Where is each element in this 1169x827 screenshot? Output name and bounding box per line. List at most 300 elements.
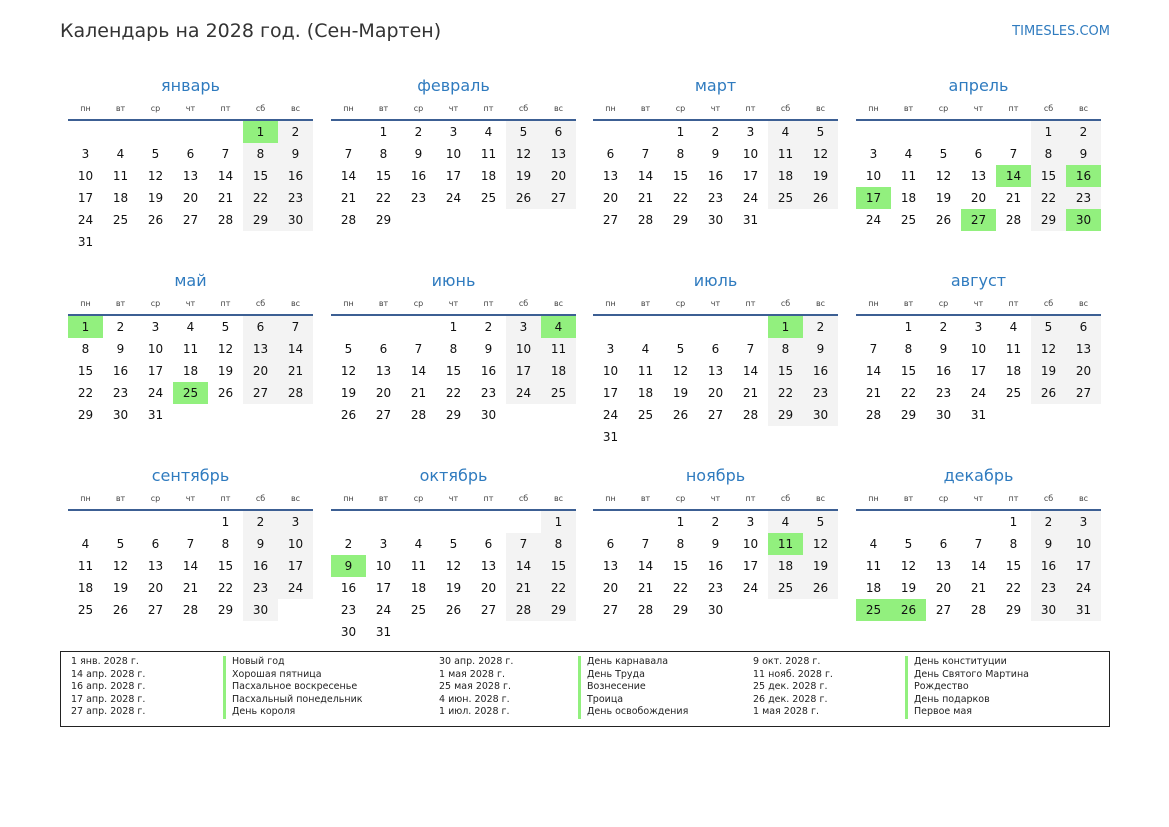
day-cell: 13 <box>935 559 952 573</box>
weekday-label: ср <box>150 104 161 113</box>
weekday-label: вт <box>378 104 389 113</box>
legend-date: 1 янв. 2028 г. <box>71 656 139 667</box>
day-cell: 4 <box>81 537 90 551</box>
weekday-label: вт <box>640 494 651 503</box>
day-cell: 6 <box>379 342 388 356</box>
day-cell: 31 <box>970 408 987 422</box>
day-cell: 28 <box>1005 213 1022 227</box>
day-cell: 7 <box>186 537 195 551</box>
day-cell: 4 <box>414 537 423 551</box>
legend-date: 25 дек. 2028 г. <box>753 681 828 693</box>
day-cell: 29 <box>1005 603 1022 617</box>
day-cell: 7 <box>414 342 423 356</box>
weekday-label: пт <box>220 494 231 503</box>
month-divider <box>331 509 576 511</box>
day-cell: 31 <box>375 625 392 639</box>
day-cell: 6 <box>711 342 720 356</box>
day-cell: 28 <box>515 603 532 617</box>
day-cell: 8 <box>256 147 265 161</box>
day-cell: 8 <box>781 342 790 356</box>
day-cell: 29 <box>1040 213 1057 227</box>
day-cell: 23 <box>707 191 724 205</box>
weekday-label: вт <box>903 104 914 113</box>
day-cell: 18 <box>480 169 497 183</box>
day-cell: 17 <box>742 169 759 183</box>
weekday-label: вт <box>115 494 126 503</box>
day-cell: 8 <box>81 342 90 356</box>
day-cell: 4 <box>116 147 125 161</box>
day-cell: 29 <box>445 408 462 422</box>
day-cell: 9 <box>414 147 423 161</box>
day-cell: 26 <box>445 603 462 617</box>
legend-date: 27 апр. 2028 г. <box>71 706 146 718</box>
day-cell: 5 <box>816 125 825 139</box>
day-cell: 11 <box>865 559 882 573</box>
day-cell: 26 <box>935 213 952 227</box>
holiday-day-cell: 30 <box>1066 209 1101 231</box>
day-cell: 9 <box>256 537 265 551</box>
day-cell: 1 <box>904 320 913 334</box>
day-cell: 9 <box>816 342 825 356</box>
holiday-day-cell: 17 <box>856 187 891 209</box>
day-cell: 7 <box>641 537 650 551</box>
day-cell: 19 <box>217 364 234 378</box>
day-cell: 28 <box>410 408 427 422</box>
day-cell: 2 <box>344 537 353 551</box>
day-cell: 16 <box>812 364 829 378</box>
day-cell: 19 <box>900 581 917 595</box>
day-cell: 26 <box>147 213 164 227</box>
day-cell: 20 <box>252 364 269 378</box>
day-cell: 29 <box>217 603 234 617</box>
weekday-label: пн <box>868 104 879 113</box>
day-cell: 14 <box>865 364 882 378</box>
day-cell: 12 <box>1040 342 1057 356</box>
legend-names <box>905 656 1029 719</box>
weekday-label: чт <box>448 104 459 113</box>
weekday-label: чт <box>185 494 196 503</box>
day-cell: 8 <box>676 537 685 551</box>
day-cell: 13 <box>480 559 497 573</box>
weekday-label: сб <box>255 104 266 113</box>
day-cell: 12 <box>812 537 829 551</box>
day-cell: 3 <box>81 147 90 161</box>
day-cell: 15 <box>375 169 392 183</box>
day-cell: 5 <box>116 537 125 551</box>
day-cell: 16 <box>1040 559 1057 573</box>
day-cell: 18 <box>112 191 129 205</box>
day-cell: 29 <box>375 213 392 227</box>
day-cell: 16 <box>112 364 129 378</box>
day-cell: 2 <box>116 320 125 334</box>
day-cell: 2 <box>484 320 493 334</box>
day-cell: 30 <box>935 408 952 422</box>
day-cell: 26 <box>340 408 357 422</box>
weekday-label: чт <box>973 299 984 308</box>
weekday-label: сб <box>518 104 529 113</box>
weekday-label: сб <box>255 299 266 308</box>
legend-date: 16 апр. 2028 г. <box>71 681 146 693</box>
weekday-label: ср <box>150 494 161 503</box>
day-cell: 17 <box>515 364 532 378</box>
day-cell: 22 <box>445 386 462 400</box>
day-cell: 9 <box>711 147 720 161</box>
day-cell: 5 <box>151 147 160 161</box>
weekday-label: вт <box>115 104 126 113</box>
day-cell: 16 <box>410 169 427 183</box>
day-cell: 29 <box>777 408 794 422</box>
legend-date: 1 июл. 2028 г. <box>439 706 510 718</box>
day-cell: 15 <box>672 559 689 573</box>
day-cell: 26 <box>812 191 829 205</box>
day-cell: 28 <box>217 213 234 227</box>
holiday-day-cell: 25 <box>173 382 208 404</box>
day-cell: 22 <box>252 191 269 205</box>
day-cell: 26 <box>515 191 532 205</box>
legend-names <box>578 656 688 719</box>
day-cell: 12 <box>217 342 234 356</box>
legend-holiday-name: Троица <box>587 693 624 705</box>
weekday-label: вс <box>290 299 301 308</box>
day-cell: 10 <box>515 342 532 356</box>
day-cell: 18 <box>550 364 567 378</box>
weekday-label: вс <box>1078 494 1089 503</box>
day-cell: 22 <box>217 581 234 595</box>
day-cell: 15 <box>1005 559 1022 573</box>
day-cell: 3 <box>1079 515 1088 529</box>
day-cell: 14 <box>742 364 759 378</box>
weekday-label: вт <box>378 494 389 503</box>
day-cell: 13 <box>707 364 724 378</box>
day-cell: 7 <box>869 342 878 356</box>
day-cell: 12 <box>672 364 689 378</box>
day-cell: 30 <box>287 213 304 227</box>
day-cell: 13 <box>147 559 164 573</box>
day-cell: 24 <box>742 581 759 595</box>
day-cell: 29 <box>900 408 917 422</box>
legend-holiday-name: День короля <box>232 706 296 718</box>
legend-dates <box>71 656 145 719</box>
day-cell: 12 <box>445 559 462 573</box>
legend-holiday-name: Новый год <box>232 656 285 667</box>
day-cell: 26 <box>112 603 129 617</box>
day-cell: 1 <box>221 515 230 529</box>
day-cell: 9 <box>711 537 720 551</box>
day-cell: 28 <box>970 603 987 617</box>
day-cell: 19 <box>340 386 357 400</box>
holiday-day-cell: 1 <box>68 316 103 338</box>
day-cell: 2 <box>414 125 423 139</box>
weekday-label: пт <box>745 299 756 308</box>
weekday-label: ср <box>675 104 686 113</box>
day-cell: 15 <box>900 364 917 378</box>
day-cell: 6 <box>1079 320 1088 334</box>
day-cell: 26 <box>217 386 234 400</box>
day-cell: 18 <box>77 581 94 595</box>
day-cell: 3 <box>151 320 160 334</box>
day-cell: 8 <box>449 342 458 356</box>
day-cell: 1 <box>676 515 685 529</box>
day-cell: 31 <box>602 430 619 444</box>
day-cell: 19 <box>935 191 952 205</box>
day-cell: 9 <box>1079 147 1088 161</box>
day-cell: 4 <box>904 147 913 161</box>
weekday-label: сб <box>1043 104 1054 113</box>
legend-holiday-name: День конституции <box>914 656 1007 667</box>
day-cell: 14 <box>287 342 304 356</box>
day-cell: 21 <box>410 386 427 400</box>
day-cell: 3 <box>746 515 755 529</box>
weekday-label: пт <box>483 494 494 503</box>
day-cell: 7 <box>746 342 755 356</box>
day-cell: 20 <box>602 191 619 205</box>
day-cell: 10 <box>287 537 304 551</box>
day-cell: 21 <box>515 581 532 595</box>
day-cell: 5 <box>939 147 948 161</box>
day-cell: 9 <box>291 147 300 161</box>
weekday-label: пт <box>220 104 231 113</box>
day-cell: 8 <box>1009 537 1018 551</box>
weekday-label: сб <box>518 494 529 503</box>
day-cell: 14 <box>182 559 199 573</box>
day-cell: 31 <box>1075 603 1092 617</box>
day-cell: 19 <box>445 581 462 595</box>
holiday-day-cell: 1 <box>243 121 278 143</box>
day-cell: 21 <box>287 364 304 378</box>
day-cell: 23 <box>480 386 497 400</box>
day-cell: 18 <box>777 169 794 183</box>
day-cell: 24 <box>970 386 987 400</box>
day-cell: 18 <box>410 581 427 595</box>
day-cell: 26 <box>1040 386 1057 400</box>
day-cell: 20 <box>935 581 952 595</box>
day-cell: 2 <box>939 320 948 334</box>
day-cell: 13 <box>182 169 199 183</box>
legend-date: 17 апр. 2028 г. <box>71 693 146 705</box>
day-cell: 22 <box>1040 191 1057 205</box>
day-cell: 17 <box>147 364 164 378</box>
legend-date: 1 мая 2028 г. <box>439 668 505 680</box>
day-cell: 5 <box>221 320 230 334</box>
day-cell: 27 <box>707 408 724 422</box>
day-cell: 30 <box>707 603 724 617</box>
site-link[interactable]: TIMESLES.COM <box>1012 24 1110 39</box>
day-cell: 21 <box>742 386 759 400</box>
day-cell: 19 <box>147 191 164 205</box>
day-cell: 20 <box>1075 364 1092 378</box>
holiday-legend <box>60 651 1110 727</box>
day-cell: 28 <box>182 603 199 617</box>
day-cell: 10 <box>865 169 882 183</box>
weekday-label: пт <box>220 299 231 308</box>
day-cell: 15 <box>550 559 567 573</box>
day-cell: 6 <box>606 147 615 161</box>
day-cell: 4 <box>1009 320 1018 334</box>
day-cell: 11 <box>900 169 917 183</box>
day-cell: 16 <box>340 581 357 595</box>
legend-holiday-name: Пасхальное воскресенье <box>232 681 358 693</box>
day-cell: 21 <box>970 581 987 595</box>
weekday-label: вс <box>553 104 564 113</box>
day-cell: 3 <box>746 125 755 139</box>
day-cell: 25 <box>1005 386 1022 400</box>
day-cell: 21 <box>1005 191 1022 205</box>
weekday-label: вт <box>903 299 914 308</box>
day-cell: 15 <box>672 169 689 183</box>
legend-holiday-name: Первое мая <box>914 706 972 718</box>
day-cell: 11 <box>112 169 129 183</box>
day-cell: 28 <box>340 213 357 227</box>
weekday-label: ср <box>675 299 686 308</box>
legend-dates <box>439 656 513 719</box>
legend-date: 1 мая 2028 г. <box>753 706 819 718</box>
weekday-label: сб <box>1043 494 1054 503</box>
day-cell: 3 <box>869 147 878 161</box>
day-cell: 25 <box>550 386 567 400</box>
day-cell: 10 <box>602 364 619 378</box>
day-cell: 25 <box>77 603 94 617</box>
day-cell: 25 <box>112 213 129 227</box>
day-cell: 21 <box>182 581 199 595</box>
day-cell: 26 <box>812 581 829 595</box>
day-cell: 6 <box>151 537 160 551</box>
day-cell: 10 <box>970 342 987 356</box>
weekday-label: пн <box>343 299 354 308</box>
weekday-label: сб <box>780 104 791 113</box>
day-cell: 5 <box>676 342 685 356</box>
day-cell: 5 <box>904 537 913 551</box>
day-cell: 8 <box>379 147 388 161</box>
day-cell: 30 <box>480 408 497 422</box>
day-cell: 10 <box>77 169 94 183</box>
day-cell: 25 <box>900 213 917 227</box>
day-cell: 19 <box>812 559 829 573</box>
day-cell: 2 <box>816 320 825 334</box>
month-name: май <box>174 271 207 290</box>
legend-holiday-name: Хорошая пятница <box>232 668 322 680</box>
day-cell: 13 <box>970 169 987 183</box>
day-cell: 15 <box>77 364 94 378</box>
day-cell: 19 <box>515 169 532 183</box>
weekday-label: ср <box>413 299 424 308</box>
weekday-label: вс <box>815 299 826 308</box>
day-cell: 28 <box>287 386 304 400</box>
day-cell: 7 <box>641 147 650 161</box>
day-cell: 15 <box>445 364 462 378</box>
day-cell: 17 <box>1075 559 1092 573</box>
day-cell: 2 <box>1044 515 1053 529</box>
legend-holiday-name: Вознесение <box>587 681 646 693</box>
day-cell: 25 <box>480 191 497 205</box>
day-cell: 4 <box>186 320 195 334</box>
day-cell: 22 <box>375 191 392 205</box>
day-cell: 11 <box>777 147 794 161</box>
legend-holiday-name: День Труда <box>587 668 645 680</box>
day-cell: 7 <box>519 537 528 551</box>
day-cell: 16 <box>707 559 724 573</box>
weekday-label: чт <box>448 299 459 308</box>
day-cell: 29 <box>672 213 689 227</box>
legend-dates <box>753 656 833 719</box>
weekday-label: сб <box>255 494 266 503</box>
weekday-label: вс <box>1078 299 1089 308</box>
day-cell: 23 <box>252 581 269 595</box>
weekday-label: пт <box>745 104 756 113</box>
day-cell: 18 <box>900 191 917 205</box>
day-cell: 24 <box>602 408 619 422</box>
day-cell: 24 <box>375 603 392 617</box>
day-cell: 18 <box>637 386 654 400</box>
day-cell: 6 <box>186 147 195 161</box>
weekday-label: пт <box>483 299 494 308</box>
day-cell: 17 <box>445 169 462 183</box>
weekday-label: чт <box>185 299 196 308</box>
day-cell: 21 <box>637 581 654 595</box>
day-cell: 7 <box>974 537 983 551</box>
day-cell: 27 <box>375 408 392 422</box>
day-cell: 1 <box>554 515 563 529</box>
day-cell: 16 <box>707 169 724 183</box>
day-cell: 30 <box>707 213 724 227</box>
weekday-label: вс <box>290 104 301 113</box>
weekday-label: пн <box>343 494 354 503</box>
legend-holiday-name: День карнавала <box>587 656 669 667</box>
holiday-day-cell: 9 <box>331 555 366 577</box>
day-cell: 14 <box>340 169 357 183</box>
day-cell: 18 <box>777 559 794 573</box>
day-cell: 30 <box>812 408 829 422</box>
holiday-day-cell: 11 <box>768 533 803 555</box>
day-cell: 5 <box>449 537 458 551</box>
month-name: апрель <box>948 76 1009 95</box>
day-cell: 24 <box>742 191 759 205</box>
day-cell: 5 <box>519 125 528 139</box>
weekday-label: пт <box>1008 299 1019 308</box>
day-cell: 6 <box>974 147 983 161</box>
day-cell: 12 <box>112 559 129 573</box>
day-cell: 11 <box>182 342 199 356</box>
day-cell: 17 <box>375 581 392 595</box>
day-cell: 5 <box>344 342 353 356</box>
day-cell: 5 <box>1044 320 1053 334</box>
day-cell: 4 <box>781 125 790 139</box>
day-cell: 19 <box>672 386 689 400</box>
day-cell: 22 <box>77 386 94 400</box>
day-cell: 9 <box>484 342 493 356</box>
day-cell: 29 <box>252 213 269 227</box>
day-cell: 31 <box>77 235 94 249</box>
weekday-label: сб <box>518 299 529 308</box>
day-cell: 23 <box>410 191 427 205</box>
day-cell: 16 <box>287 169 304 183</box>
weekday-label: вт <box>640 299 651 308</box>
day-cell: 19 <box>112 581 129 595</box>
holiday-day-cell: 26 <box>891 599 926 621</box>
month-name: июнь <box>431 271 476 290</box>
day-cell: 28 <box>865 408 882 422</box>
day-cell: 8 <box>904 342 913 356</box>
weekday-label: пн <box>80 104 91 113</box>
day-cell: 8 <box>1044 147 1053 161</box>
day-cell: 20 <box>550 169 567 183</box>
month-name: декабрь <box>943 466 1014 485</box>
month-name: февраль <box>417 76 490 95</box>
weekday-label: вс <box>1078 104 1089 113</box>
legend-date: 9 окт. 2028 г. <box>753 656 821 667</box>
weekday-label: пт <box>483 104 494 113</box>
day-cell: 23 <box>935 386 952 400</box>
day-cell: 11 <box>77 559 94 573</box>
